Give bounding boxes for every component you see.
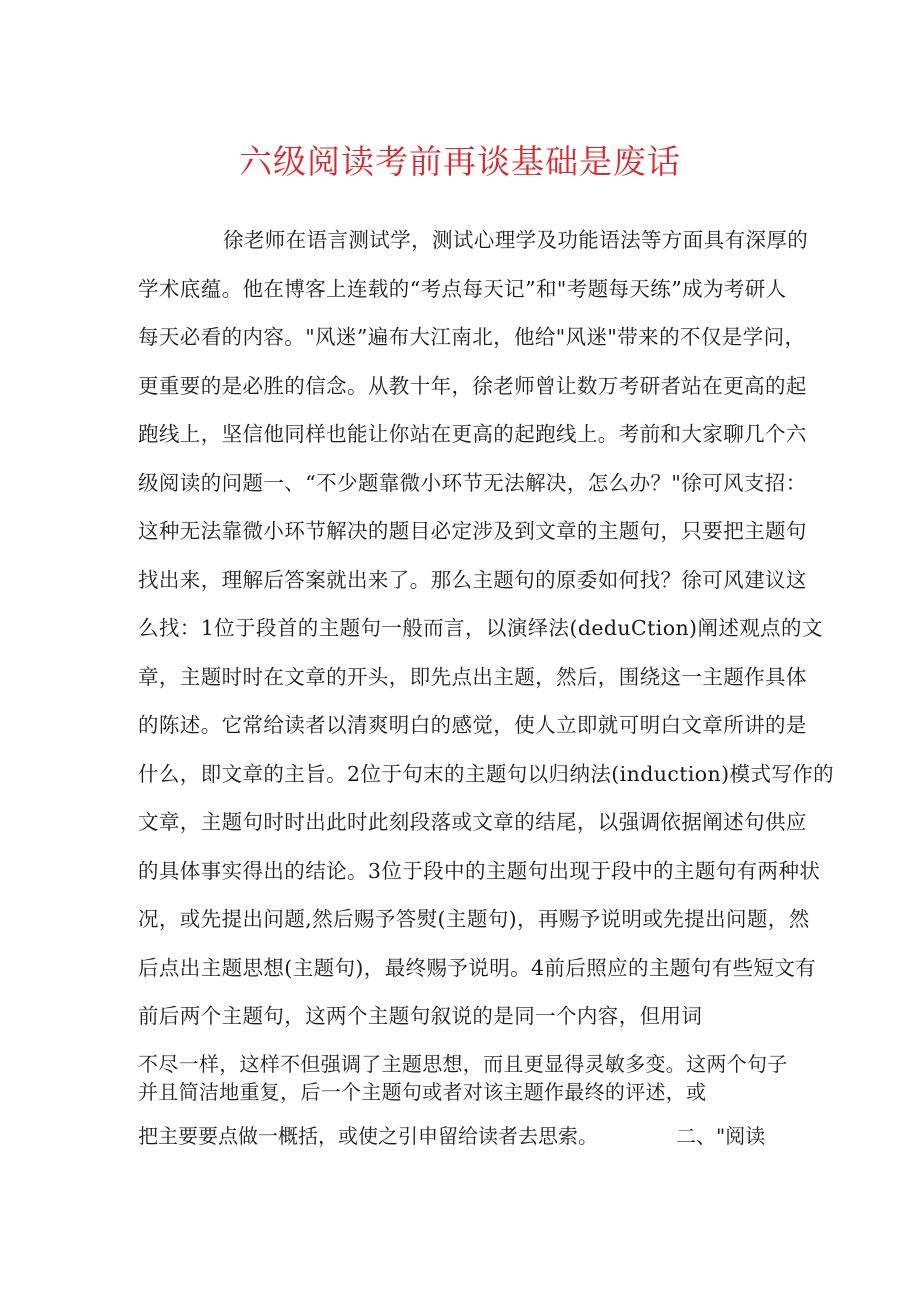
page-title: 六级阅读考前再谈基础是废话 [239,142,681,181]
paragraph-line: 级阅读的问题一、“不少题靠微小环节无法解决，怎么办？"徐可风支招： [138,470,807,495]
tail-paragraph [138,1050,788,1106]
final-line [138,1121,788,1151]
paragraph-line: 文章，主题句时时出此时此刻段落或文章的结尾，以强调依据阐述句供应 [138,810,807,834]
main-paragraph [138,220,835,1045]
paragraph-line: 么找：1位于段首的主题句一般而言，以演绎法(deduCtion)阐述观点的文 [138,616,823,640]
next-section-heading: 二、"阅读 [676,1124,766,1148]
paragraph-line: 每天必看的内容。"风迷”遍布大江南北，他给"风迷"带来的不仅是学问， [138,325,806,349]
paragraph-line: 学术底蕴。他在博客上连载的“考点每天记”和"考题每天练”成为考研人 [138,276,787,301]
paragraph-line: 前后两个主题句，这两个主题句叙说的是同一个内容，但用词 [138,1004,703,1028]
paragraph-line: 徐老师在语言测试学，测试心理学及功能语法等方面具有深厚的 [223,228,809,252]
paragraph-line: 的具体事实得出的结论。3位于段中的主题句出现于段中的主题句有两种状 [138,858,821,883]
paragraph-line: 找出来，理解后答案就出来了。那么主题句的原委如何找？徐可风建议这 [138,567,807,592]
paragraph-line: 这种无法靠微小环节解决的题目必定涉及到文章的主题句，只要把主题句 [138,519,807,543]
paragraph-line: 况，或先提出问题,然后赐予答熨(主题句)，再赐予说明或先提出问题，然 [138,907,810,931]
paragraph-line: 什么，即文章的主旨。2位于句末的主题句以归纳法(induction)模式写作的 [138,761,835,786]
paragraph-line: 跑线上，坚信他同样也能让你站在更高的起跑线上。考前和大家聊几个六 [138,422,807,446]
paragraph-line: 并且简洁地重复，后一个主题句或者对该主题作最终的评述，或 [138,1080,707,1104]
paragraph-line: 章，主题时时在文章的开头，即先点出主题，然后，围绕这一主题作具体 [138,664,807,689]
paragraph-line: 更重要的是必胜的信念。从教十年，徐老师曾让数万考研者站在更高的起 [138,373,807,398]
paragraph-line: 的陈述。它常给读者以清爽明白的感觉，使人立即就可明白文章所讲的是 [138,713,807,737]
paragraph-line: 不尽一样，这样不但强调了主题思想，而且更显得灵敏多变。这两个句子 [138,1052,788,1076]
paragraph-line: 后点出主题思想(主题句)，最终赐予说明。4前后照应的主题句有些短文有 [138,955,817,980]
final-line-text: 把主要要点做一概括，或使之引申留给读者去思索。 [138,1124,598,1148]
